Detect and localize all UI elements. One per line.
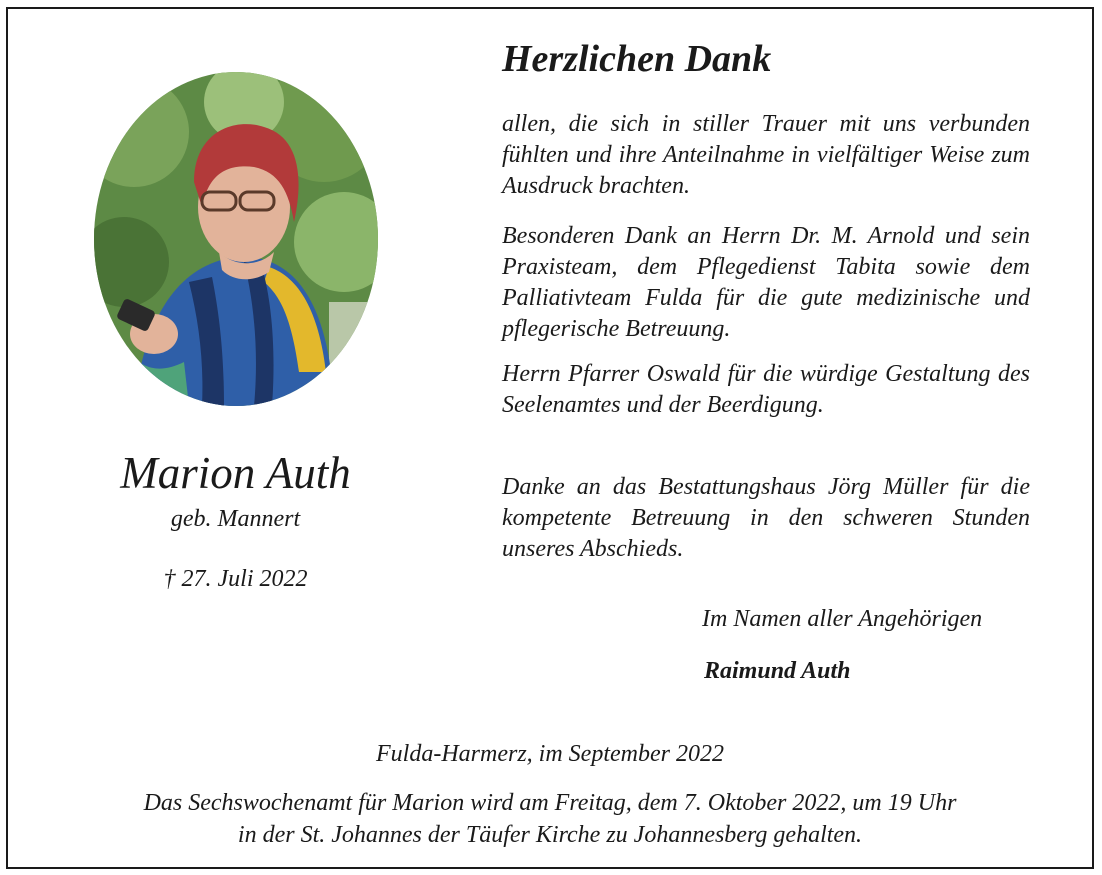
death-date: † 27. Juli 2022 xyxy=(163,566,308,592)
service-notice xyxy=(8,787,1092,851)
thanks-paragraph: Besonderen Dank an Herrn Dr. M. Arnold und sein Praxisteam, dem Pflegedienst Tabita sowie dem Palliativteam Fulda für die gute medizinische und pflegerische Betreuung. xyxy=(502,223,1030,342)
thanks-paragraph: allen, die sich in stiller Trauer mit uns verbunden fühlten und ihre Anteilnahme in vielfältiger Weise zum Ausdruck brachten. xyxy=(502,111,1030,199)
thanks-paragraph: Danke an das Bestattungshaus Jörg Müller für die kompetente Betreuung in den schweren Stunden unseres Abschieds. xyxy=(502,474,1030,562)
deceased-name: Marion Auth xyxy=(120,448,351,498)
signature-line: Im Namen aller Angehörigen xyxy=(702,606,983,632)
thanks-heading: Herzlichen Dank xyxy=(502,38,772,80)
place-and-date: Fulda-Harmerz, im September 2022 xyxy=(376,741,724,767)
thanks-paragraph: Herrn Pfarrer Oswald für die würdige Gestaltung des Seelenamtes und der Beerdigung. xyxy=(502,361,1030,418)
service-notice-line: in der St. Johannes der Täufer Kirche zu Johannesberg gehalten. xyxy=(237,822,863,848)
service-notice-line: Das Sechswochenamt für Marion wird am Freitag, dem 7. Oktober 2022, um 19 Uhr xyxy=(143,790,957,816)
obituary-notice xyxy=(6,7,1094,869)
signer-name: Raimund Auth xyxy=(704,658,851,684)
birth-name: geb. Mannert xyxy=(170,506,301,532)
portrait-photo xyxy=(94,72,378,406)
